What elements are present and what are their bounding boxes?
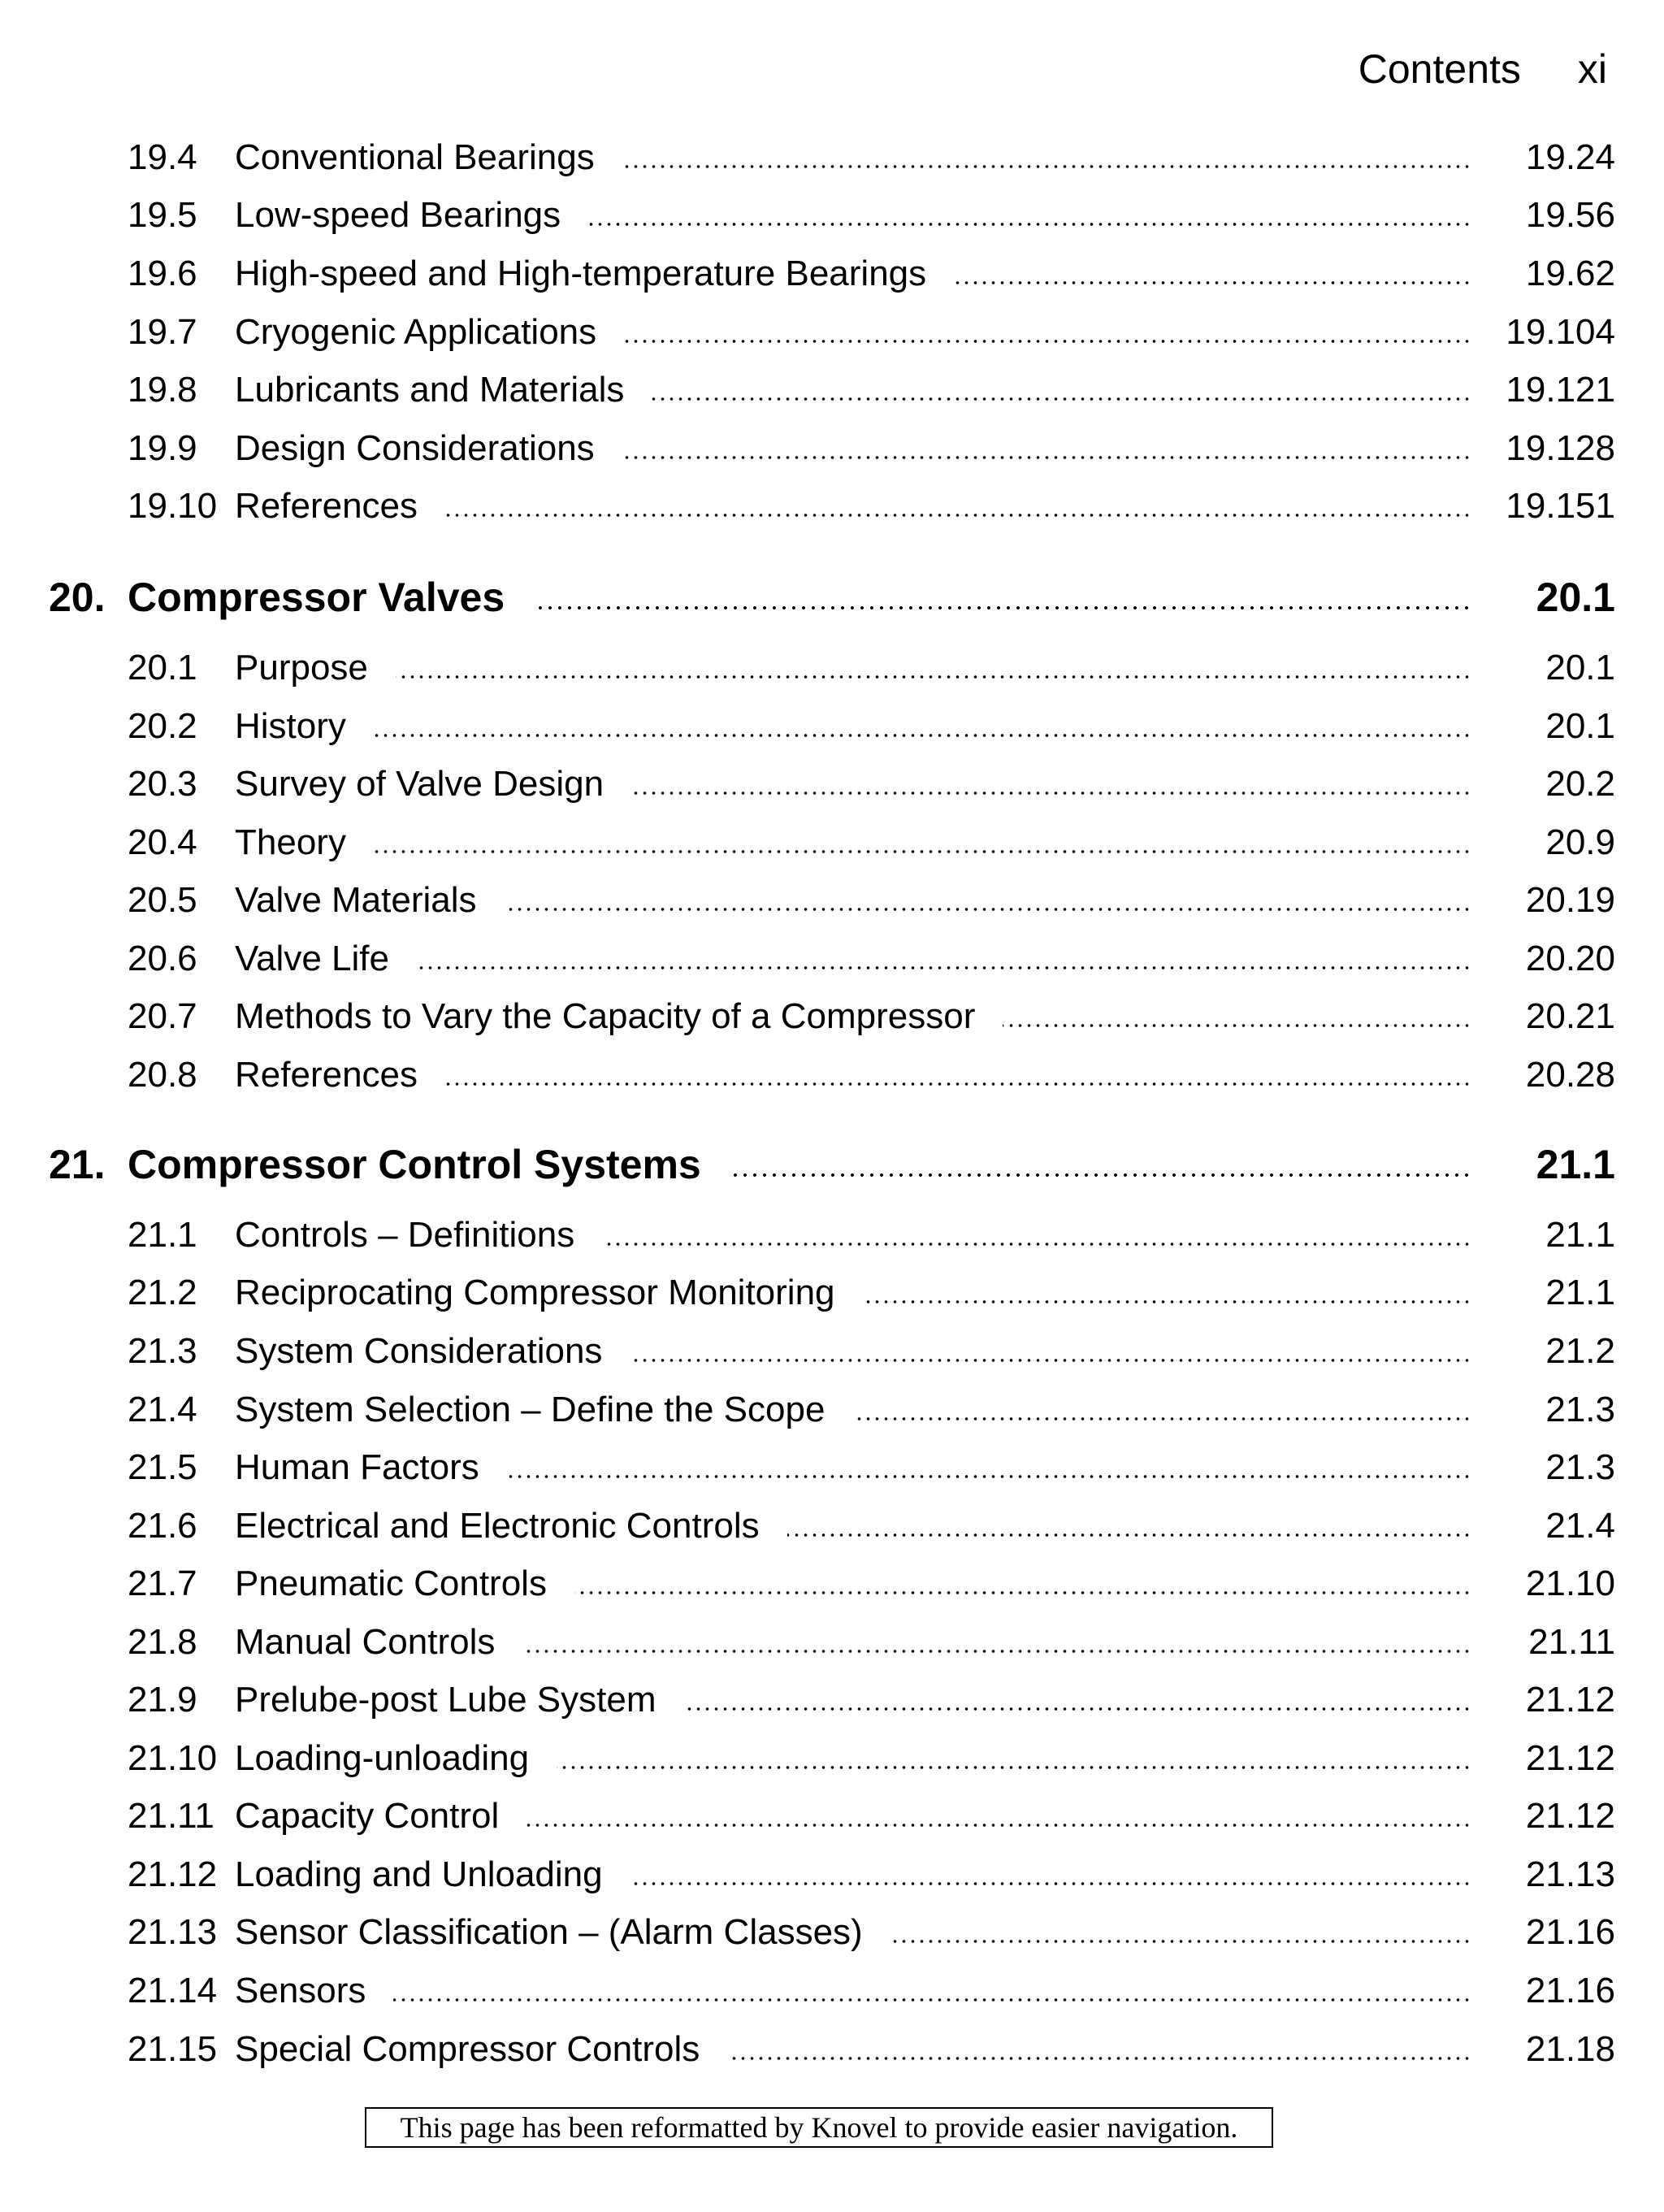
- dot-leader: [374, 813, 1471, 872]
- toc-entry-page[interactable]: 21.11: [1528, 1622, 1615, 1662]
- toc-entry-page[interactable]: 21.18: [1525, 2029, 1615, 2069]
- toc-entry-number: 19.8: [128, 370, 197, 410]
- toc-entry-number: 19.7: [128, 312, 197, 352]
- toc-chapter-entry[interactable]: [0, 1135, 1664, 1194]
- toc-section-entry[interactable]: [0, 1438, 1664, 1497]
- toc-entry-number: 21.13: [128, 1912, 218, 1952]
- toc-entry-page[interactable]: 21.3: [1545, 1390, 1615, 1429]
- toc-entry-page[interactable]: 21.3: [1545, 1447, 1615, 1487]
- toc-entry-title[interactable]: References: [235, 486, 418, 526]
- dot-leader: [445, 477, 1471, 536]
- running-head: [1358, 46, 1607, 93]
- toc-entry-title[interactable]: Special Compressor Controls: [235, 2029, 700, 2069]
- dot-leader: [652, 361, 1471, 419]
- toc-section-entry[interactable]: [0, 755, 1664, 813]
- toc-entry-title[interactable]: Purpose: [235, 648, 368, 687]
- toc-entry-number: 19.9: [128, 428, 197, 468]
- toc-entry-number: 21.4: [128, 1390, 197, 1429]
- toc-entry-page[interactable]: 20.1: [1545, 706, 1615, 746]
- dot-leader: [602, 1206, 1471, 1264]
- toc-section-entry[interactable]: [0, 1729, 1664, 1788]
- toc-entry-number: 21.15: [128, 2029, 218, 2069]
- toc-entry-number: 21.10: [128, 1738, 218, 1778]
- toc-entry-title[interactable]: Sensor Classification – (Alarm Classes): [235, 1912, 863, 1952]
- running-head-section: Contents: [1358, 46, 1521, 92]
- toc-section-entry[interactable]: [0, 987, 1664, 1046]
- dot-leader: [734, 1135, 1471, 1194]
- toc-entry-title[interactable]: Valve Materials: [235, 880, 477, 920]
- toc-entry-page[interactable]: 20.20: [1525, 939, 1615, 978]
- toc-entry-title[interactable]: Electrical and Electronic Controls: [235, 1506, 760, 1546]
- toc-entry-title[interactable]: Manual Controls: [235, 1622, 496, 1662]
- toc-entry-number: 21.14: [128, 1971, 218, 2010]
- toc-entry-title[interactable]: Lubricants and Materials: [235, 370, 625, 410]
- toc-entry-title[interactable]: Human Factors: [235, 1447, 479, 1487]
- toc-section-entry[interactable]: [0, 186, 1664, 245]
- toc-entry-page[interactable]: 21.2: [1545, 1331, 1615, 1371]
- toc-entry-page[interactable]: 20.2: [1545, 764, 1615, 804]
- toc-section-entry[interactable]: [0, 1787, 1664, 1846]
- dot-leader: [787, 1497, 1471, 1555]
- toc-entry-number: 20.1: [128, 648, 197, 687]
- toc-section-entry[interactable]: [0, 419, 1664, 478]
- dot-leader: [622, 128, 1471, 187]
- toc-entry-page[interactable]: 21.1: [1536, 1142, 1615, 1187]
- toc-section-entry[interactable]: [0, 1206, 1664, 1264]
- toc-entry-page[interactable]: 20.19: [1525, 880, 1615, 920]
- toc-entry-number: 19.5: [128, 195, 197, 235]
- toc-entry-number: 21.1: [128, 1215, 197, 1255]
- dot-leader: [630, 1322, 1471, 1381]
- dot-leader: [954, 245, 1471, 303]
- dot-leader: [507, 1438, 1471, 1497]
- dot-leader: [1003, 987, 1471, 1046]
- toc-entry-title[interactable]: Conventional Bearings: [235, 137, 595, 177]
- toc-section-entry[interactable]: [0, 361, 1664, 419]
- toc-entry-title[interactable]: Pneumatic Controls: [235, 1564, 547, 1603]
- dot-leader: [630, 1846, 1471, 1904]
- toc-entry-page[interactable]: 20.1: [1536, 575, 1615, 620]
- toc-entry-number: 20.7: [128, 996, 197, 1036]
- toc-entry-number: 20.5: [128, 880, 197, 920]
- toc-entry-page[interactable]: 19.128: [1506, 428, 1615, 468]
- dot-leader: [863, 1264, 1471, 1322]
- toc-entry-number: 19.4: [128, 137, 197, 177]
- toc-entry-page[interactable]: 19.151: [1506, 486, 1615, 526]
- toc-entry-number: 21.12: [128, 1854, 218, 1894]
- toc-section-entry[interactable]: [0, 1671, 1664, 1729]
- dot-leader: [526, 1787, 1471, 1846]
- toc-entry-title[interactable]: System Considerations: [235, 1331, 603, 1371]
- toc-section-entry[interactable]: [0, 245, 1664, 303]
- toc-entry-title[interactable]: High-speed and High-temperature Bearings: [235, 254, 927, 293]
- page-number: xi: [1577, 46, 1607, 92]
- toc-entry-page[interactable]: 20.28: [1525, 1055, 1615, 1095]
- toc-entry-page[interactable]: 21.16: [1525, 1912, 1615, 1952]
- toc-section-entry[interactable]: [0, 639, 1664, 697]
- toc-entry-title[interactable]: Capacity Control: [235, 1796, 500, 1836]
- toc-entry-page[interactable]: 21.1: [1545, 1273, 1615, 1312]
- toc-section-entry[interactable]: [0, 1962, 1664, 2020]
- dot-leader: [622, 419, 1471, 478]
- dot-leader: [684, 1671, 1471, 1729]
- dot-leader: [588, 186, 1471, 245]
- toc-section-entry[interactable]: [0, 1903, 1664, 1962]
- toc-entry-title[interactable]: Valve Life: [235, 939, 389, 978]
- toc-entry-title[interactable]: Compressor Control Systems: [128, 1142, 701, 1187]
- toc-entry-title[interactable]: History: [235, 706, 346, 746]
- toc-entry-page[interactable]: 21.10: [1525, 1564, 1615, 1603]
- dot-leader: [445, 1046, 1471, 1104]
- toc-section-entry[interactable]: [0, 1046, 1664, 1104]
- toc-section-entry[interactable]: [0, 303, 1664, 362]
- toc-entry-title[interactable]: Theory: [235, 822, 346, 862]
- toc-entry-number: 21.3: [128, 1331, 197, 1371]
- toc-section-entry[interactable]: [0, 697, 1664, 756]
- toc-entry-title[interactable]: System Selection – Define the Scope: [235, 1390, 826, 1429]
- toc-section-entry[interactable]: [0, 930, 1664, 988]
- toc-entry-page[interactable]: 19.56: [1525, 195, 1615, 235]
- toc-entry-title[interactable]: Controls – Definitions: [235, 1215, 575, 1255]
- toc-entry-page[interactable]: 20.21: [1525, 996, 1615, 1036]
- toc-entry-title[interactable]: Prelube-post Lube System: [235, 1680, 656, 1720]
- toc-entry-title[interactable]: Methods to Vary the Capacity of a Compressor: [235, 996, 976, 1036]
- dot-leader: [417, 930, 1471, 988]
- toc-entry-number: 21.5: [128, 1447, 197, 1487]
- dot-leader: [624, 303, 1471, 362]
- toc-entry-title[interactable]: References: [235, 1055, 418, 1095]
- toc-entry-page[interactable]: 19.24: [1525, 137, 1615, 177]
- toc-entry-title[interactable]: Cryogenic Applications: [235, 312, 597, 352]
- dot-leader: [393, 1962, 1471, 2020]
- dot-leader: [557, 1729, 1471, 1788]
- toc-entry-title[interactable]: Design Considerations: [235, 428, 595, 468]
- toc-entry-number: 21.2: [128, 1273, 197, 1312]
- toc-entry-page[interactable]: 21.12: [1525, 1738, 1615, 1778]
- toc-entry-page[interactable]: 21.12: [1525, 1796, 1615, 1836]
- knovel-reformat-notice: This page has been reformatted by Knovel to provide easier navigation.: [365, 2107, 1273, 2148]
- toc-entry-title[interactable]: Loading and Unloading: [235, 1854, 603, 1894]
- toc-section-entry[interactable]: [0, 1322, 1664, 1381]
- dot-leader: [631, 755, 1471, 813]
- dot-leader: [727, 2020, 1471, 2079]
- dot-leader: [574, 1555, 1471, 1613]
- toc-entry-number: 20.4: [128, 822, 197, 862]
- toc-section-entry[interactable]: [0, 2020, 1664, 2079]
- toc-entry-title[interactable]: Loading-unloading: [235, 1738, 530, 1778]
- dot-leader: [374, 697, 1471, 756]
- toc-entry-title[interactable]: Sensors: [235, 1971, 366, 2010]
- toc-entry-title[interactable]: Survey of Valve Design: [235, 764, 604, 804]
- toc-entry-number: 21.8: [128, 1622, 197, 1662]
- toc-entry-number: 19.6: [128, 254, 197, 293]
- toc-entry-number: 21.7: [128, 1564, 197, 1603]
- toc-entry-number: 20.6: [128, 939, 197, 978]
- toc-section-entry[interactable]: [0, 128, 1664, 187]
- toc-entry-page[interactable]: 21.13: [1525, 1854, 1615, 1894]
- dot-leader: [852, 1381, 1471, 1439]
- toc-entry-title[interactable]: Low-speed Bearings: [235, 195, 561, 235]
- toc-entry-page[interactable]: 19.104: [1506, 312, 1615, 352]
- toc-entry-number: 21.9: [128, 1680, 197, 1720]
- toc-section-entry[interactable]: [0, 813, 1664, 872]
- toc-entry-number: 21.: [49, 1142, 106, 1187]
- toc-entry-page[interactable]: 20.9: [1545, 822, 1615, 862]
- dot-leader: [505, 871, 1471, 930]
- toc-entry-title[interactable]: Compressor Valves: [128, 575, 505, 620]
- toc-entry-page[interactable]: 20.1: [1545, 648, 1615, 687]
- dot-leader: [522, 1613, 1471, 1672]
- toc-section-entry[interactable]: [0, 1497, 1664, 1555]
- toc-chapter-entry[interactable]: [0, 568, 1664, 627]
- toc-section-entry[interactable]: [0, 871, 1664, 930]
- toc-entry-number: 21.6: [128, 1506, 197, 1546]
- toc-entry-number: 20.3: [128, 764, 197, 804]
- toc-entry-number: 20.8: [128, 1055, 197, 1095]
- toc-entry-page[interactable]: 19.62: [1525, 254, 1615, 293]
- dot-leader: [396, 639, 1471, 697]
- toc-entry-page[interactable]: 19.121: [1506, 370, 1615, 410]
- toc-entry-page[interactable]: 21.1: [1545, 1215, 1615, 1255]
- toc-section-entry[interactable]: [0, 1264, 1664, 1322]
- toc-section-entry[interactable]: [0, 477, 1664, 536]
- toc-section-entry[interactable]: [0, 1613, 1664, 1672]
- toc-entry-number: 19.10: [128, 486, 218, 526]
- dot-leader: [537, 568, 1471, 627]
- toc-entry-title[interactable]: Reciprocating Compressor Monitoring: [235, 1273, 835, 1312]
- toc-section-entry[interactable]: [0, 1555, 1664, 1613]
- toc-section-entry[interactable]: [0, 1381, 1664, 1439]
- dot-leader: [890, 1903, 1471, 1962]
- toc-entry-page[interactable]: 21.16: [1525, 1971, 1615, 2010]
- toc-entry-page[interactable]: 21.4: [1545, 1506, 1615, 1546]
- toc-entry-number: 20.: [49, 575, 106, 620]
- toc-entry-page[interactable]: 21.12: [1525, 1680, 1615, 1720]
- toc-entry-number: 21.11: [128, 1796, 214, 1836]
- toc-section-entry[interactable]: [0, 1846, 1664, 1904]
- toc-entry-number: 20.2: [128, 706, 197, 746]
